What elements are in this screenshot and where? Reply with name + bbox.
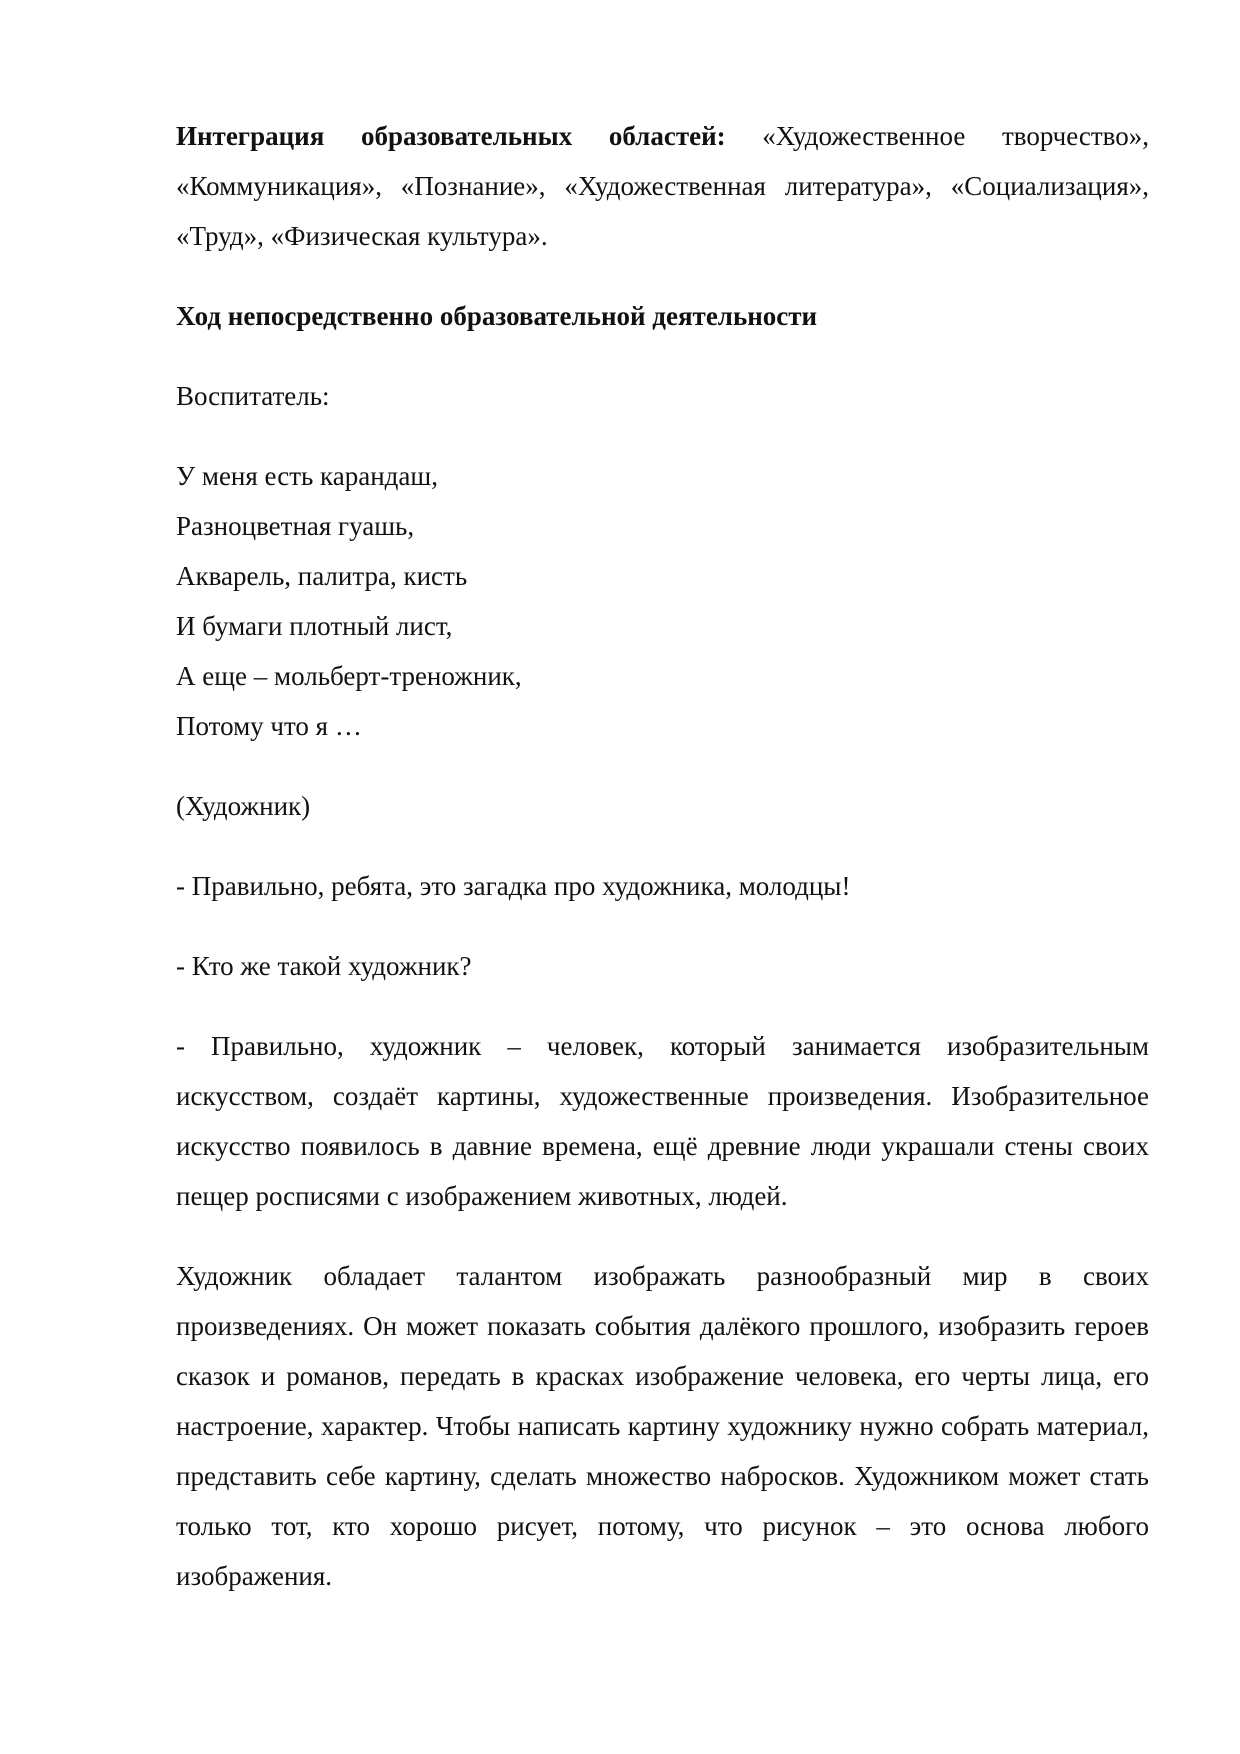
integration-label: Интеграция образовательных областей: [176, 121, 726, 151]
section-heading: Ход непосредственно образовательной деятельности [176, 301, 818, 331]
riddle-poem [176, 451, 1149, 751]
poem-line: Акварель, палитра, кисть [176, 561, 468, 591]
poem-line: Потому что я … [176, 711, 362, 741]
integration-text: «Художественное творчество», «Коммуникация», «Познание», «Художественная литература», «Социализация», «Труд», «Физическая культура». [176, 121, 1149, 251]
poem-line: У меня есть карандаш, [176, 461, 438, 491]
integration-paragraph [176, 111, 1149, 261]
body-paragraph: Художник обладает талантом изображать разнообразный мир в своих произведениях. Он может показать события далёкого прошлого, изобразить героев сказок и романов, передать в красках изображение человека, его черты лица, его настроение, характер. Чтобы написать картину художнику нужно собрать материал, представить себе картину, сделать множество набросков. Художником может стать только тот, кто хорошо рисует, потому, что рисунок – это основа любого изображения. [176, 1261, 1149, 1591]
poem-line: Разноцветная гуашь, [176, 511, 415, 541]
dialogue-line: - Кто же такой художник? [176, 951, 472, 981]
document-page [176, 111, 1149, 1601]
speaker-label: Воспитатель: [176, 381, 330, 411]
poem-line: И бумаги плотный лист, [176, 611, 453, 641]
riddle-answer: (Художник) [176, 791, 311, 821]
dialogue-line: - Правильно, ребята, это загадка про художника, молодцы! [176, 871, 851, 901]
poem-line: А еще – мольберт-треножник, [176, 661, 522, 691]
body-paragraph: - Правильно, художник – человек, который занимается изобразительным искусством, создаёт картины, художественные произведения. Изобразительное искусство появилось в давние времена, ещё древние люди украшали стены своих пещер росписями с изображением животных, людей. [176, 1031, 1149, 1211]
